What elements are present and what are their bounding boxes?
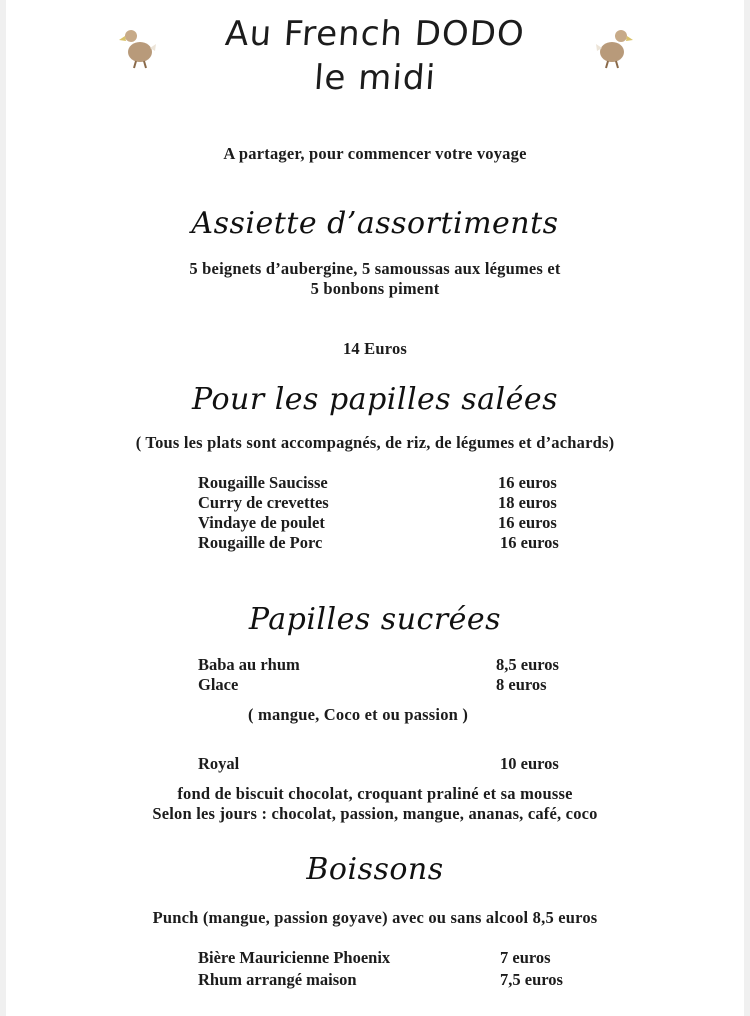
menu-item xyxy=(198,970,563,990)
menu-item-name: Curry de crevettes xyxy=(198,493,329,512)
section-heading-sucrees: Papilles sucrées xyxy=(248,602,502,637)
menu-item-price: 8 euros xyxy=(496,675,547,694)
intro-text: A partager, pour commencer votre voyage xyxy=(223,144,527,163)
menu-item-name: Royal xyxy=(198,754,240,773)
menu-item-price: 10 euros xyxy=(500,754,559,773)
section-heading-salees: Pour les papilles salées xyxy=(191,382,559,417)
menu-item xyxy=(198,675,547,695)
menu-item-name: Baba au rhum xyxy=(198,655,300,674)
menu-item-price: 16 euros xyxy=(498,513,557,532)
menu-item-name: Bière Mauricienne Phoenix xyxy=(198,948,391,967)
menu-item-price: 16 euros xyxy=(498,473,557,492)
menu-item-price: 7,5 euros xyxy=(500,970,563,989)
page-subtitle: le midi xyxy=(312,58,438,98)
glace-note: ( mangue, Coco et ou passion ) xyxy=(248,705,469,724)
punch-line: Punch (mangue, passion goyave) avec ou sans alcool 8,5 euros xyxy=(152,908,598,927)
menu-item-price: 18 euros xyxy=(498,493,557,512)
salees-note: ( Tous les plats sont accompagnés, de riz, de légumes et d’achards) xyxy=(135,433,615,452)
royal-description: fond de biscuit chocolat, croquant praliné et sa mousse xyxy=(177,784,573,803)
menu-item-name: Rougaille Saucisse xyxy=(198,473,328,492)
menu-item-name: Glace xyxy=(198,675,239,694)
menu-item-name: Vindaye de poulet xyxy=(198,513,325,532)
assortiment-desc-line2: 5 bonbons piment xyxy=(310,279,440,298)
section-heading-boissons: Boissons xyxy=(306,852,444,887)
menu-item xyxy=(198,948,551,968)
page-title: Au French DODO xyxy=(223,14,527,54)
menu-item xyxy=(198,513,557,533)
assortiment-desc-line1: 5 beignets d’aubergine, 5 samoussas aux légumes et xyxy=(189,259,561,278)
assortiment-price: 14 Euros xyxy=(342,339,408,358)
menu-item-price: 16 euros xyxy=(500,533,559,552)
menu-item xyxy=(198,655,559,675)
menu-item xyxy=(198,754,559,774)
menu-item xyxy=(198,493,557,513)
royal-flavours: Selon les jours : chocolat, passion, mangue, ananas, café, coco xyxy=(152,804,598,823)
menu-item-price: 7 euros xyxy=(500,948,551,967)
menu-item xyxy=(198,533,559,553)
menu-item xyxy=(198,473,557,493)
menu-item-name: Rougaille de Porc xyxy=(198,533,323,552)
menu-item-name: Rhum arrangé maison xyxy=(198,970,357,989)
menu-item-price: 8,5 euros xyxy=(496,655,559,674)
section-heading-assortiment: Assiette d’assortiments xyxy=(191,206,559,241)
